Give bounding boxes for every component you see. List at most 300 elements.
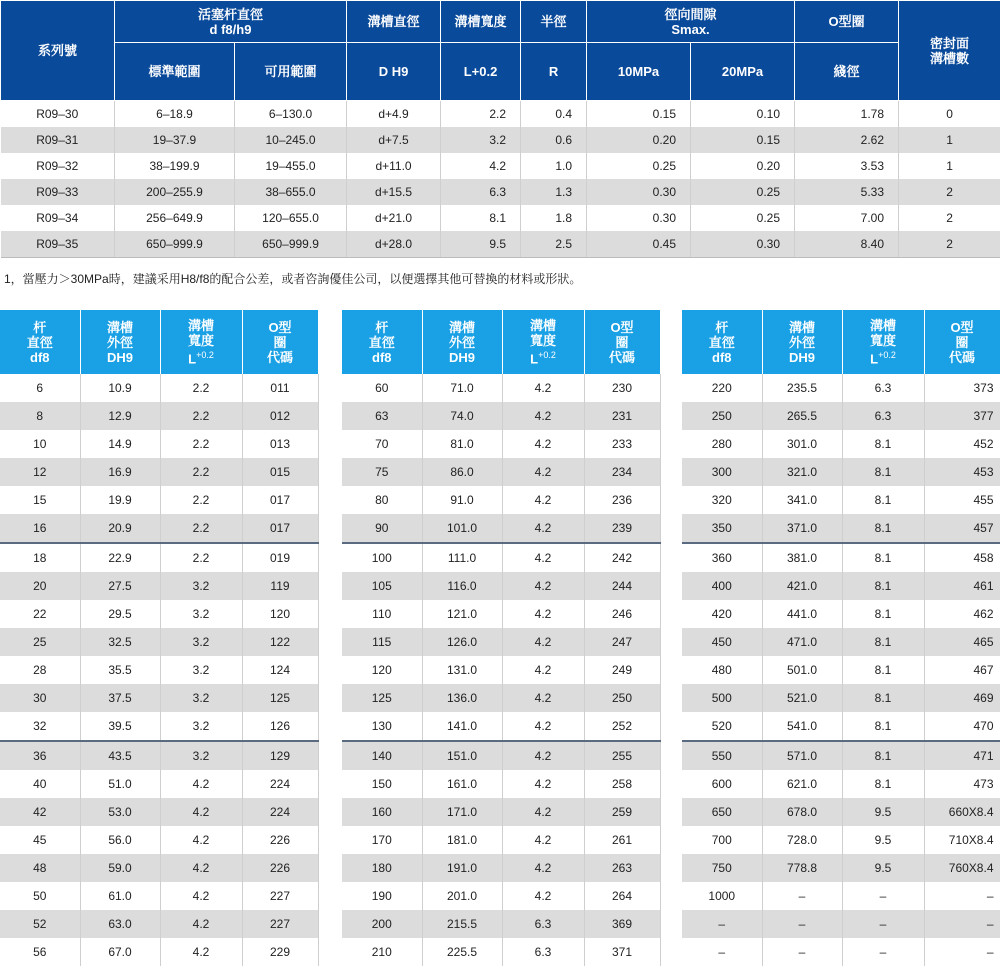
table-cell: 250 [584, 684, 660, 712]
table-cell: 650 [682, 798, 762, 826]
gap-20mpa-header: 20MPa [691, 43, 795, 101]
table-cell: 43.5 [80, 741, 160, 770]
table-row [682, 430, 1000, 458]
table-cell: 019 [242, 543, 318, 572]
table-row [342, 938, 660, 966]
table-cell: 70 [342, 430, 422, 458]
groove-width-sub-header: L+0.2 [441, 43, 521, 101]
table-cell: 458 [924, 543, 1000, 572]
table-row [682, 798, 1000, 826]
table-cell: 9.5 [842, 854, 924, 882]
table-row [342, 770, 660, 798]
table-cell: 8.1 [842, 430, 924, 458]
spec-cell: 10–245.0 [235, 127, 347, 153]
oring-code-col-header: O型 圈 代碼 [924, 310, 1000, 374]
table-cell: 141.0 [422, 712, 502, 741]
spec-cell: 38–199.9 [115, 153, 235, 179]
table-cell: 321.0 [762, 458, 842, 486]
spec-cell: 3.53 [795, 153, 899, 179]
table-cell: 12.9 [80, 402, 160, 430]
groove-width-header: 溝槽寬度 [441, 1, 521, 43]
table-cell: 42 [0, 798, 80, 826]
table-cell: 250 [682, 402, 762, 430]
spec-cell: 1.78 [795, 101, 899, 128]
radius-header: 半徑 [521, 1, 587, 43]
spec-cell: 4.2 [441, 153, 521, 179]
spec-cell: 0.4 [521, 101, 587, 128]
table-cell: – [682, 910, 762, 938]
table-cell: 3.2 [160, 741, 242, 770]
table-cell: 246 [584, 600, 660, 628]
table-cell: 28 [0, 656, 80, 684]
table-cell: – [842, 910, 924, 938]
table-cell: 230 [584, 374, 660, 402]
spec-cell: 200–255.9 [115, 179, 235, 205]
table-row [0, 910, 318, 938]
rod-size-table-1 [0, 310, 319, 966]
table-cell: 4.2 [502, 712, 584, 741]
table-cell: 4.2 [502, 374, 584, 402]
table-row [342, 656, 660, 684]
spec-cell: 0.20 [691, 153, 795, 179]
table-cell: 3.2 [160, 712, 242, 741]
table-row [682, 712, 1000, 741]
table-cell: 136.0 [422, 684, 502, 712]
spec-cell: 7.00 [795, 205, 899, 231]
spec-cell: 0.25 [691, 179, 795, 205]
table-cell: 1000 [682, 882, 762, 910]
table-cell: 36 [0, 741, 80, 770]
table-cell: 4.2 [502, 628, 584, 656]
table-cell: 124 [242, 656, 318, 684]
spec-cell: 0 [899, 101, 1000, 128]
table-cell: 420 [682, 600, 762, 628]
table-cell: 341.0 [762, 486, 842, 514]
table-cell: 35.5 [80, 656, 160, 684]
spec-cell: d+11.0 [347, 153, 441, 179]
table-cell: 252 [584, 712, 660, 741]
table-row [0, 712, 318, 741]
table-cell: 710X8.4 [924, 826, 1000, 854]
spec-cell: R09–33 [1, 179, 115, 205]
table-cell: 541.0 [762, 712, 842, 741]
table-cell: 170 [342, 826, 422, 854]
table-cell: 249 [584, 656, 660, 684]
table-cell: 350 [682, 514, 762, 543]
table-cell: 2.2 [160, 430, 242, 458]
rod-size-table-2 [342, 310, 661, 966]
spec-cell: 0.30 [587, 205, 691, 231]
rod-dia-col-header: 杆 直徑 df8 [682, 310, 762, 374]
table-cell: 247 [584, 628, 660, 656]
table-cell: 224 [242, 770, 318, 798]
table-cell: 67.0 [80, 938, 160, 966]
table-row [0, 572, 318, 600]
table-cell: – [762, 938, 842, 966]
table-cell: 521.0 [762, 684, 842, 712]
table-cell: 8.1 [842, 543, 924, 572]
table-cell: 122 [242, 628, 318, 656]
table-cell: 301.0 [762, 430, 842, 458]
table-cell: 140 [342, 741, 422, 770]
table-cell: 27.5 [80, 572, 160, 600]
table-cell: 3.2 [160, 628, 242, 656]
table-row [682, 741, 1000, 770]
table-cell: 53.0 [80, 798, 160, 826]
groove-od-col-header: 溝槽 外徑 DH9 [762, 310, 842, 374]
table-cell: 550 [682, 741, 762, 770]
table-cell: 239 [584, 514, 660, 543]
table-cell: 2.2 [160, 402, 242, 430]
table-cell: 2.2 [160, 543, 242, 572]
table-cell: 4.2 [502, 854, 584, 882]
table-cell: 461 [924, 572, 1000, 600]
table-cell: 75 [342, 458, 422, 486]
table-cell: 229 [242, 938, 318, 966]
table-cell: 441.0 [762, 600, 842, 628]
table-cell: 8.1 [842, 628, 924, 656]
spec-cell: d+15.5 [347, 179, 441, 205]
spec-cell: 2.5 [521, 231, 587, 258]
table-cell: 017 [242, 486, 318, 514]
table-cell: 400 [682, 572, 762, 600]
table-cell: 258 [584, 770, 660, 798]
radius-sub-header: R [521, 43, 587, 101]
table-cell: 255 [584, 741, 660, 770]
spec-cell: 2 [899, 205, 1000, 231]
table-cell: 421.0 [762, 572, 842, 600]
table-cell: 8.1 [842, 600, 924, 628]
spec-cell: 0.10 [691, 101, 795, 128]
table-cell: 4.2 [502, 798, 584, 826]
table-cell: 130 [342, 712, 422, 741]
spec-cell: 1 [899, 153, 1000, 179]
spec-cell: 0.25 [691, 205, 795, 231]
table-cell: 150 [342, 770, 422, 798]
table-cell: 259 [584, 798, 660, 826]
oring-code-col-header: O型 圈 代碼 [242, 310, 318, 374]
table-cell: 20 [0, 572, 80, 600]
spec-cell: 0.45 [587, 231, 691, 258]
table-cell: 8 [0, 402, 80, 430]
table-cell: 480 [682, 656, 762, 684]
table-cell: 56.0 [80, 826, 160, 854]
table-cell: 224 [242, 798, 318, 826]
table-cell: 12 [0, 458, 80, 486]
spec-row [1, 127, 1000, 153]
spec-cell: 0.15 [691, 127, 795, 153]
table-cell: – [842, 938, 924, 966]
spec-cell: 0.6 [521, 127, 587, 153]
table-cell: 8.1 [842, 656, 924, 684]
groove-width-col-header: 溝槽 寬度 $L^{+0.2}$ [502, 310, 584, 374]
table-cell: – [762, 882, 842, 910]
table-row [682, 656, 1000, 684]
table-cell: 45 [0, 826, 80, 854]
table-cell: 115 [342, 628, 422, 656]
table-cell: 4.2 [502, 514, 584, 543]
table-cell: 473 [924, 770, 1000, 798]
table-cell: 215.5 [422, 910, 502, 938]
spec-cell: 6–18.9 [115, 101, 235, 128]
series-header: 系列號 [1, 1, 115, 101]
table-row [682, 600, 1000, 628]
table-cell: 265.5 [762, 402, 842, 430]
table-cell: 37.5 [80, 684, 160, 712]
table-cell: 50 [0, 882, 80, 910]
groove-dia-header: 溝槽直徑 [347, 1, 441, 43]
table-cell: 465 [924, 628, 1000, 656]
table-row [342, 712, 660, 741]
table-cell: 19.9 [80, 486, 160, 514]
table-row [342, 854, 660, 882]
table-row [682, 374, 1000, 402]
table-row [0, 486, 318, 514]
rod-dia-header: 活塞杆直徑 d f8/h9 [115, 1, 347, 43]
spec-cell: 19–455.0 [235, 153, 347, 179]
table-cell: 126.0 [422, 628, 502, 656]
std-range-header: 標準範圍 [115, 43, 235, 101]
table-cell: 8.1 [842, 684, 924, 712]
table-cell: – [682, 938, 762, 966]
spec-cell: R09–30 [1, 101, 115, 128]
table-cell: 105 [342, 572, 422, 600]
table-cell: 4.2 [502, 543, 584, 572]
spec-cell: 6.3 [441, 179, 521, 205]
table-row [0, 514, 318, 543]
table-cell: 501.0 [762, 656, 842, 684]
table-cell: 017 [242, 514, 318, 543]
table-cell: 10.9 [80, 374, 160, 402]
table-cell: 263 [584, 854, 660, 882]
spec-cell: 9.5 [441, 231, 521, 258]
table-cell: 4.2 [160, 798, 242, 826]
table-cell: 2.2 [160, 374, 242, 402]
table-row [342, 374, 660, 402]
table-cell: 4.2 [160, 882, 242, 910]
table-row [682, 402, 1000, 430]
usable-range-header: 可用範圍 [235, 43, 347, 101]
table-row [682, 514, 1000, 543]
table-row [0, 600, 318, 628]
table-cell: 10 [0, 430, 80, 458]
table-cell: 4.2 [502, 741, 584, 770]
table-cell: 360 [682, 543, 762, 572]
table-row [342, 826, 660, 854]
table-cell: 381.0 [762, 543, 842, 572]
table-row [342, 600, 660, 628]
table-row [682, 854, 1000, 882]
table-cell: 469 [924, 684, 1000, 712]
table-cell: 91.0 [422, 486, 502, 514]
table-row [342, 486, 660, 514]
table-cell: 3.2 [160, 684, 242, 712]
table-cell: 151.0 [422, 741, 502, 770]
table-cell: 9.5 [842, 826, 924, 854]
table-row [0, 854, 318, 882]
table-cell: 455 [924, 486, 1000, 514]
spec-cell: R09–35 [1, 231, 115, 258]
table-row [682, 826, 1000, 854]
spec-row [1, 101, 1000, 128]
table-cell: 201.0 [422, 882, 502, 910]
table-cell: 32.5 [80, 628, 160, 656]
table-row [682, 543, 1000, 572]
table-cell: 2.2 [160, 514, 242, 543]
spec-cell: d+28.0 [347, 231, 441, 258]
groove-width-col-header: 溝槽 寬度 $L^{+0.2}$ [842, 310, 924, 374]
spec-cell: 120–655.0 [235, 205, 347, 231]
groove-od-col-header: 溝槽 外徑 DH9 [80, 310, 160, 374]
groove-dia-sub-header: D H9 [347, 43, 441, 101]
table-cell: 621.0 [762, 770, 842, 798]
spec-cell: 0.30 [691, 231, 795, 258]
table-cell: 160 [342, 798, 422, 826]
table-cell: 22.9 [80, 543, 160, 572]
table-row [0, 656, 318, 684]
table-cell: 227 [242, 882, 318, 910]
table-row [0, 770, 318, 798]
table-row [682, 486, 1000, 514]
table-row [342, 430, 660, 458]
table-cell: 728.0 [762, 826, 842, 854]
table-cell: 4.2 [160, 938, 242, 966]
table-cell: 29.5 [80, 600, 160, 628]
table-cell: 16.9 [80, 458, 160, 486]
spec-row [1, 179, 1000, 205]
seal-count-header: 密封面 溝槽數 [899, 1, 1000, 101]
table-cell: 2.2 [160, 486, 242, 514]
table-cell: 63.0 [80, 910, 160, 938]
spec-cell: 8.40 [795, 231, 899, 258]
table-cell: 100 [342, 543, 422, 572]
spec-cell: R09–31 [1, 127, 115, 153]
table-row [342, 628, 660, 656]
table-cell: 012 [242, 402, 318, 430]
table-row [682, 628, 1000, 656]
spec-cell: 256–649.9 [115, 205, 235, 231]
table-cell: 125 [242, 684, 318, 712]
table-cell: – [842, 882, 924, 910]
table-cell: 234 [584, 458, 660, 486]
table-cell: 119 [242, 572, 318, 600]
table-row [0, 798, 318, 826]
spec-cell: 6–130.0 [235, 101, 347, 128]
spec-cell: 0.25 [587, 153, 691, 179]
table-cell: 236 [584, 486, 660, 514]
table-cell: 180 [342, 854, 422, 882]
table-cell: 51.0 [80, 770, 160, 798]
table-cell: 210 [342, 938, 422, 966]
table-cell: 52 [0, 910, 80, 938]
table-row [0, 684, 318, 712]
table-cell: 457 [924, 514, 1000, 543]
table-row [682, 938, 1000, 966]
table-row [682, 770, 1000, 798]
table-cell: 231 [584, 402, 660, 430]
table-cell: – [924, 882, 1000, 910]
groove-od-col-header: 溝槽 外徑 DH9 [422, 310, 502, 374]
table-row [342, 543, 660, 572]
table-cell: 32 [0, 712, 80, 741]
table-cell: 8.1 [842, 572, 924, 600]
table-cell: 56 [0, 938, 80, 966]
table-cell: 120 [342, 656, 422, 684]
table-cell: 4.2 [502, 600, 584, 628]
table-cell: 3.2 [160, 656, 242, 684]
spec-cell: 2 [899, 231, 1000, 258]
table-cell: 16 [0, 514, 80, 543]
table-cell: 571.0 [762, 741, 842, 770]
spec-cell: 1.0 [521, 153, 587, 179]
table-cell: 6.3 [502, 910, 584, 938]
table-cell: 8.1 [842, 712, 924, 741]
table-cell: 22 [0, 600, 80, 628]
table-cell: 015 [242, 458, 318, 486]
oring-sub-header: 綫徑 [795, 43, 899, 101]
table-row [342, 741, 660, 770]
table-cell: 6.3 [842, 374, 924, 402]
table-cell: – [924, 910, 1000, 938]
table-cell: 4.2 [160, 770, 242, 798]
table-cell: 235.5 [762, 374, 842, 402]
table-cell: 8.1 [842, 741, 924, 770]
table-cell: 111.0 [422, 543, 502, 572]
spec-cell: 8.1 [441, 205, 521, 231]
table-cell: 453 [924, 458, 1000, 486]
table-row [0, 938, 318, 966]
table-cell: 18 [0, 543, 80, 572]
table-cell: 63 [342, 402, 422, 430]
table-cell: 161.0 [422, 770, 502, 798]
table-cell: 8.1 [842, 770, 924, 798]
gap-10mpa-header: 10MPa [587, 43, 691, 101]
table-cell: 86.0 [422, 458, 502, 486]
spec-row [1, 205, 1000, 231]
spec-cell: d+7.5 [347, 127, 441, 153]
table-row [682, 572, 1000, 600]
spec-cell: 2.62 [795, 127, 899, 153]
table-cell: 60 [342, 374, 422, 402]
spec-cell: d+21.0 [347, 205, 441, 231]
table-cell: – [924, 938, 1000, 966]
table-cell: 171.0 [422, 798, 502, 826]
table-cell: 74.0 [422, 402, 502, 430]
table-cell: 131.0 [422, 656, 502, 684]
spec-cell: 3.2 [441, 127, 521, 153]
table-cell: 470 [924, 712, 1000, 741]
table-cell: 4.2 [502, 826, 584, 854]
table-cell: 013 [242, 430, 318, 458]
groove-width-col-header: 溝槽 寬度 $L^{+0.2}$ [160, 310, 242, 374]
table-cell: 467 [924, 656, 1000, 684]
table-cell: 4.2 [502, 684, 584, 712]
oring-header: O型圈 [795, 1, 899, 43]
table-row [0, 543, 318, 572]
table-row [342, 798, 660, 826]
table-cell: 264 [584, 882, 660, 910]
table-cell: 125 [342, 684, 422, 712]
gap-header: 徑向間隙 Smax. [587, 1, 795, 43]
table-cell: 14.9 [80, 430, 160, 458]
table-cell: 377 [924, 402, 1000, 430]
spec-cell: 650–999.9 [235, 231, 347, 258]
table-row [0, 741, 318, 770]
table-cell: 8.1 [842, 514, 924, 543]
table-cell: 242 [584, 543, 660, 572]
table-row [0, 402, 318, 430]
table-cell: 15 [0, 486, 80, 514]
